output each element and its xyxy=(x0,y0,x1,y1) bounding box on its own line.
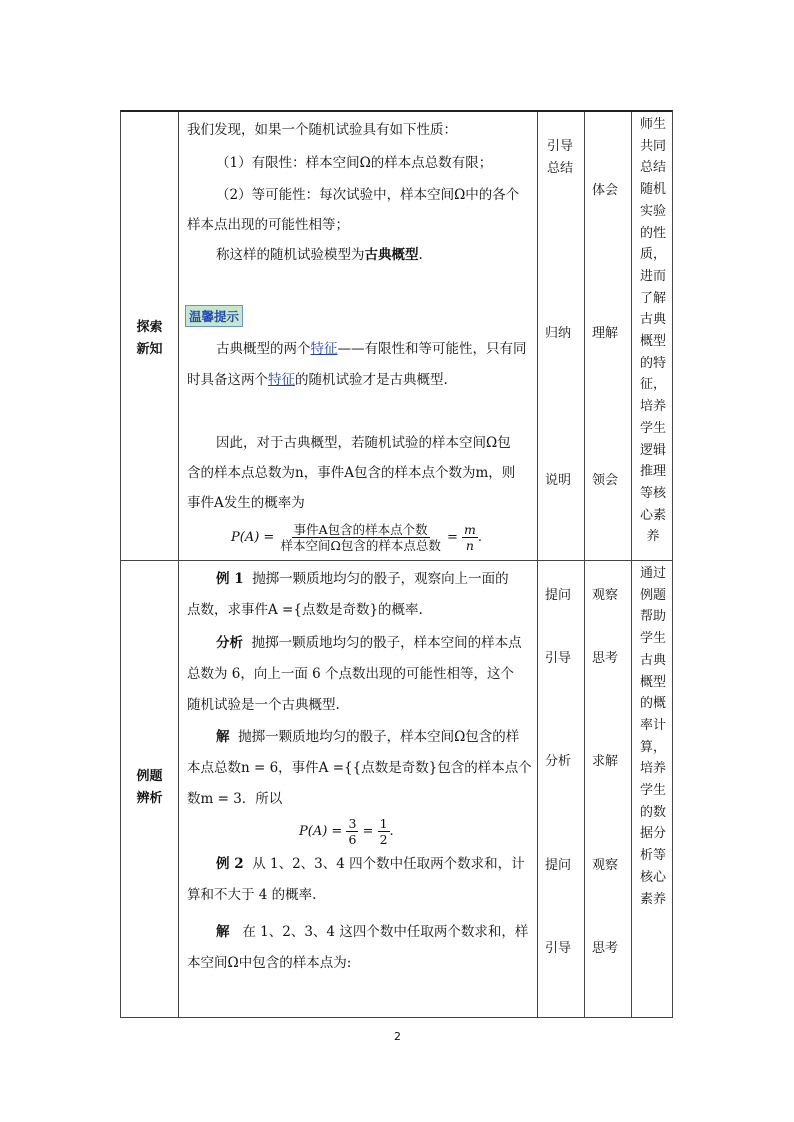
row-divider xyxy=(121,560,672,561)
design-intent-examples: 通过 例题 帮助 学生 古典 概型 的概 率计 算， 培养 学生 的数 据分 析等 核心 素养 xyxy=(639,566,666,907)
solution2-line xyxy=(216,923,528,941)
teacher-activity: 提问 xyxy=(545,588,572,603)
example2-text: 从 1、2、3、4 四个数中任取两个数求和，计 xyxy=(252,856,525,872)
explore-text: （2）等可能性：每次试验中，样本空间Ω中的各个 xyxy=(216,187,520,203)
student-activity: 思考 xyxy=(592,651,619,666)
tip-text-part: 时具备这两个 xyxy=(187,372,268,388)
formula-equals: = xyxy=(446,530,458,545)
column-divider xyxy=(584,112,585,1017)
formula-period: . xyxy=(477,530,483,545)
solution-text: 本空间Ω中包含的样本点为: xyxy=(187,955,352,971)
page-number: 2 xyxy=(394,1030,401,1043)
example2-text: 算和不大于 4 的概率. xyxy=(187,887,317,903)
solution-label: 解 xyxy=(216,924,230,940)
formula-n: n xyxy=(465,538,474,553)
solution-text: 在 1、2、3、4 这四个数中任取两个数求和，样 xyxy=(242,924,529,940)
fraction-denominator: 2 xyxy=(379,832,388,847)
analysis-text: 随机试验是一个古典概型. xyxy=(187,697,340,713)
probability-formula xyxy=(231,522,482,553)
teacher-activity: 引导 xyxy=(545,651,572,666)
probability-result-formula xyxy=(299,816,394,847)
student-activity: 观察 xyxy=(592,858,619,873)
solution1-line xyxy=(216,728,519,746)
example2-label: 例 2 xyxy=(216,856,244,872)
design-intent-explore: 师生 共同 总结 随机 实验 的性 质， 进而 了解 古典 概型 的特 征， 培养 学生 逻辑 推理 等核 心素 养 xyxy=(639,117,666,545)
explore-definition xyxy=(216,246,423,264)
section-label-explore: 探索 新知 xyxy=(136,320,163,357)
student-activity: 体会 xyxy=(592,183,619,198)
example1-text: 抛掷一颗质地均匀的骰子，观察向上一面的 xyxy=(252,571,509,587)
solution-text: 抛掷一颗质地均匀的骰子，样本空间Ω包含的样 xyxy=(238,729,520,745)
explore-text: 因此，对于古典概型，若随机试验的样本空间Ω包 xyxy=(216,435,511,451)
explore-text: 事件A发生的概率为 xyxy=(187,495,305,511)
teacher-activity: 提问 xyxy=(545,858,572,873)
tip-label: 温馨提示 xyxy=(185,305,243,327)
tip-text-part: 古典概型的两个 xyxy=(216,341,311,357)
definition-period: . xyxy=(418,247,423,263)
teacher-activity: 说明 xyxy=(545,473,572,488)
example1-text: 点数，求事件A ={点数是奇数}的概率. xyxy=(187,602,423,618)
student-activity: 领会 xyxy=(592,473,619,488)
column-divider xyxy=(178,112,179,1017)
formula-m: m xyxy=(464,522,476,537)
feature-link[interactable]: 特征 xyxy=(268,372,295,388)
solution-text: 数m = 3．所以 xyxy=(187,791,283,807)
column-divider xyxy=(631,112,632,1017)
teacher-activity: 引导 xyxy=(545,941,572,956)
explore-text: 我们发现，如果一个随机试验具有如下性质： xyxy=(187,122,457,138)
solution-text: 本点总数n = 6，事件A ={{点数是奇数}包含的样本点个 xyxy=(187,760,532,776)
example2-line xyxy=(216,855,525,873)
teacher-activity: 分析 xyxy=(545,754,572,769)
tip-text-part: 的随机试验才是古典概型. xyxy=(295,372,448,388)
example1-line xyxy=(216,570,509,588)
student-activity: 观察 xyxy=(592,588,619,603)
section-label-examples: 例题 辨析 xyxy=(136,769,163,806)
example1-label: 例 1 xyxy=(216,571,244,587)
fraction-1-2 xyxy=(378,816,390,847)
classical-model-term: 古典概型 xyxy=(364,247,419,263)
definition-text: 称这样的随机试验模型为 xyxy=(216,247,365,263)
analysis-line xyxy=(216,634,522,652)
tip-text xyxy=(187,371,448,389)
analysis-text: 总数为 6，向上一面 6 个点数出现的可能性相等，这个 xyxy=(187,666,515,682)
teacher-activity: 引导 总结 xyxy=(546,139,573,176)
tip-box xyxy=(185,305,243,327)
formula-denominator: 样本空间Ω包含的样本点总数 xyxy=(280,538,441,553)
formula-numerator: 事件A包含的样本点个数 xyxy=(293,522,428,537)
tip-text-part: ——有限性和等可能性，只有同 xyxy=(337,341,527,357)
formula-period: . xyxy=(389,824,394,839)
solution-label: 解 xyxy=(216,729,230,745)
feature-link[interactable]: 特征 xyxy=(310,341,338,357)
fraction-3-6 xyxy=(346,816,358,847)
fraction-numerator: 1 xyxy=(379,816,388,831)
lesson-table xyxy=(120,110,673,1018)
teacher-activity: 归纳 xyxy=(545,326,572,341)
formula-fraction xyxy=(278,522,442,553)
tip-text xyxy=(216,340,527,358)
student-activity: 理解 xyxy=(592,326,619,341)
formula-mn-fraction xyxy=(462,522,478,553)
student-activity: 求解 xyxy=(592,754,619,769)
formula-lhs: P(A) = xyxy=(231,530,275,545)
explore-text: 含的样本点总数为n，事件A包含的样本点个数为m，则 xyxy=(187,465,516,481)
analysis-text: 抛掷一颗质地均匀的骰子，样本空间的样本点 xyxy=(251,635,522,651)
analysis-label: 分析 xyxy=(216,635,243,651)
student-activity: 思考 xyxy=(592,941,619,956)
explore-text: （1）有限性：样本空间Ω的样本点总数有限； xyxy=(216,155,493,171)
column-divider xyxy=(537,112,538,1017)
explore-text: 样本点出现的可能性相等； xyxy=(187,217,349,233)
fraction-denominator: 6 xyxy=(348,832,357,847)
fraction-numerator: 3 xyxy=(348,816,357,831)
formula-equals: = xyxy=(362,824,374,839)
formula-lhs: P(A) = xyxy=(299,824,343,839)
